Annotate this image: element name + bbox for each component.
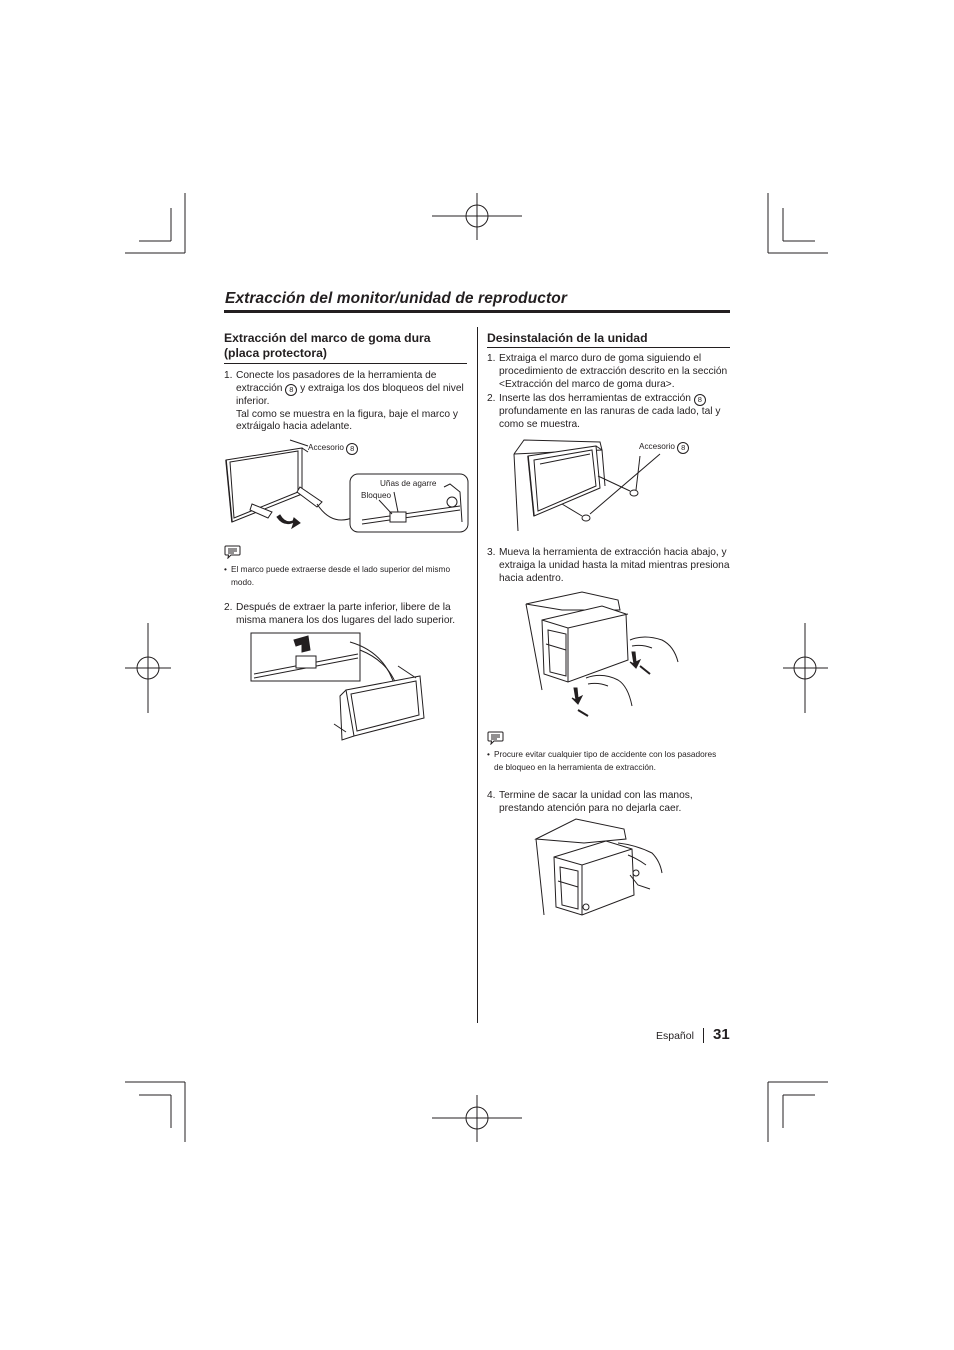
fig3-label-accessory: Accesorio 8 <box>639 442 689 454</box>
note-icon <box>224 545 241 559</box>
page-title: Extracción del monitor/unidad de reproductor <box>225 290 567 307</box>
figure-upper-release <box>250 632 430 744</box>
footer-language: Español <box>656 1030 694 1042</box>
column-divider <box>477 327 478 1023</box>
fig1-label-grip-claws: Uñas de agarre <box>380 479 437 488</box>
note-icon <box>487 731 504 745</box>
figure-finish-removal <box>532 815 667 920</box>
footer-separator <box>703 1028 704 1043</box>
right-section-heading: Desinstalación de la unidad <box>487 331 648 345</box>
figure-pull-unit <box>522 590 682 720</box>
fig1-label-accessory: Accesorio 8 <box>308 443 358 455</box>
right-heading-rule <box>487 347 730 348</box>
left-heading-rule <box>224 363 467 364</box>
title-rule <box>224 310 730 313</box>
accessory-number-badge: 8 <box>285 384 297 396</box>
left-section-heading: Extracción del marco de goma dura (placa protectora) <box>224 331 431 360</box>
accessory-number-badge: 8 <box>694 394 706 406</box>
fig1-label-lock: Bloqueo <box>361 491 392 500</box>
accessory-number-badge: 8 <box>677 442 689 454</box>
accessory-number-badge: 8 <box>346 443 358 455</box>
page-number: 31 <box>713 1026 730 1043</box>
